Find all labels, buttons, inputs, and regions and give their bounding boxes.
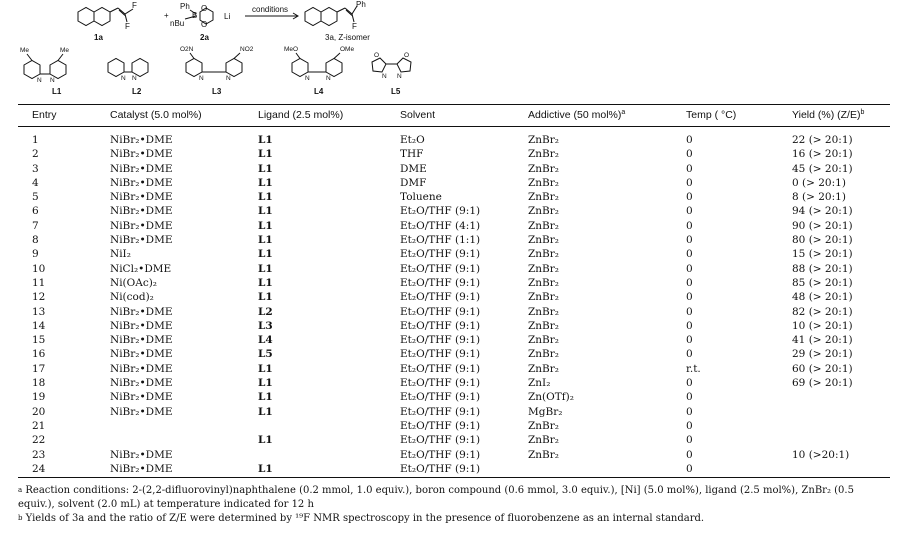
atom-F-1: F [132, 1, 137, 10]
cell-entry: 17 [32, 362, 46, 375]
atom-Ph: Ph [180, 2, 190, 11]
L4-atom-N-left: N [305, 75, 310, 82]
cell-catalyst: NiI₂ [110, 248, 131, 261]
cell-catalyst: NiBr₂•DME [110, 176, 173, 189]
table-row [0, 333, 905, 347]
cell-solvent: Et₂O [400, 134, 425, 146]
cell-solvent: Et₂O/THF (9:1) [400, 291, 481, 304]
table-top-rule [18, 104, 890, 105]
atom-nBu: nBu [170, 19, 185, 28]
L4-ring-left [292, 59, 308, 77]
cell-catalyst: Ni(cod)₂ [110, 291, 154, 304]
cell-ligand: L1 [258, 219, 273, 232]
L3-ring-left [186, 59, 202, 77]
cell-entry: 5 [32, 191, 39, 204]
cell-ligand: L2 [258, 305, 273, 318]
cell-entry: 23 [32, 448, 46, 461]
cell-temp: 0 [686, 276, 693, 289]
header-yield [792, 109, 864, 121]
cell-temp: 0 [686, 191, 693, 204]
cell-ligand: L1 [258, 176, 273, 189]
cell-solvent: Et₂O/THF (9:1) [400, 348, 481, 361]
ligand-label-L1: L1 [52, 87, 62, 96]
L2-atom-N-right: N [132, 75, 137, 82]
cell-additive: ZnBr₂ [528, 362, 560, 375]
cell-temp: 0 [686, 134, 693, 146]
reaction-scheme [0, 0, 905, 102]
cell-solvent: Et₂O/THF (9:1) [400, 205, 481, 218]
cell-temp: 0 [686, 162, 693, 175]
cell-yield: 45 (> 20:1) [792, 162, 853, 175]
cell-yield: 0 (> 20:1) [792, 176, 846, 189]
cell-catalyst: NiBr₂•DME [110, 362, 173, 375]
cell-additive: ZnBr₂ [528, 276, 560, 289]
table-row [0, 462, 905, 476]
cell-entry: 22 [32, 434, 46, 447]
cell-solvent: Et₂O/THF (4:1) [400, 219, 481, 232]
table-row [0, 233, 905, 247]
cell-solvent: Et₂O/THF (1:1) [400, 234, 481, 247]
cell-additive: ZnBr₂ [528, 176, 560, 189]
table-row [0, 433, 905, 447]
cell-catalyst: NiBr₂•DME [110, 334, 173, 347]
cell-ligand: L1 [258, 276, 273, 289]
cell-additive: ZnBr₂ [528, 319, 560, 332]
cell-entry: 9 [32, 248, 39, 261]
cell-ligand: L1 [258, 462, 273, 475]
cell-ligand: L1 [258, 205, 273, 218]
cell-temp: 0 [686, 462, 693, 475]
cell-solvent: Et₂O/THF (9:1) [400, 434, 481, 447]
L2-atom-N-left: N [121, 75, 126, 82]
L4-ring-right [326, 59, 342, 77]
atom-Ph-product: Ph [356, 0, 366, 9]
cell-solvent: Et₂O/THF (9:1) [400, 462, 481, 475]
cell-yield: 69 (> 20:1) [792, 377, 853, 390]
cell-solvent: Toluene [400, 191, 442, 204]
cell-entry: 2 [32, 148, 39, 161]
table-row [0, 147, 905, 161]
cell-yield: 82 (> 20:1) [792, 305, 853, 318]
cell-additive: ZnBr₂ [528, 348, 560, 361]
cell-catalyst: NiBr₂•DME [110, 148, 173, 161]
cell-ligand: L1 [258, 434, 273, 447]
table-row [0, 176, 905, 190]
atom-Li: Li [224, 12, 231, 21]
atom-O-2: O [201, 20, 208, 29]
header-temp: Temp ( °C) [686, 109, 737, 121]
cell-additive: ZnBr₂ [528, 219, 560, 232]
cell-additive: ZnBr₂ [528, 191, 560, 204]
cell-entry: 6 [32, 205, 39, 218]
cell-entry: 24 [32, 462, 46, 475]
cell-ligand: L1 [258, 134, 273, 146]
table-bottom-rule [18, 477, 890, 478]
ligand-label-L5: L5 [391, 87, 401, 96]
table-row [0, 204, 905, 218]
cell-catalyst: NiBr₂•DME [110, 134, 173, 146]
L1-atom-Me-left: Me [20, 47, 30, 54]
cell-entry: 20 [32, 405, 46, 418]
L1-atom-N-right: N [50, 77, 55, 84]
cell-ligand: L1 [258, 291, 273, 304]
cell-temp: 0 [686, 405, 693, 418]
cell-ligand: L5 [258, 348, 273, 361]
cell-additive: ZnI₂ [528, 377, 551, 390]
cell-solvent: Et₂O/THF (9:1) [400, 319, 481, 332]
cell-entry: 3 [32, 162, 39, 175]
cell-temp: 0 [686, 448, 693, 461]
cell-temp: 0 [686, 234, 693, 247]
table-header-rule [18, 126, 890, 127]
cell-temp: 0 [686, 305, 693, 318]
L5-atom-O-left: O [374, 52, 380, 59]
table-row [0, 247, 905, 261]
cell-yield: 22 (> 20:1) [792, 134, 853, 146]
cell-yield: 80 (> 20:1) [792, 234, 853, 247]
cell-catalyst: NiBr₂•DME [110, 319, 173, 332]
cell-temp: 0 [686, 262, 693, 275]
cell-solvent: Et₂O/THF (9:1) [400, 405, 481, 418]
cell-ligand: L1 [258, 248, 273, 261]
cell-additive: ZnBr₂ [528, 434, 560, 447]
header-yield-footnote-mark: b [860, 109, 865, 116]
cell-catalyst: NiBr₂•DME [110, 391, 173, 404]
cell-additive: ZnBr₂ [528, 419, 560, 432]
L3-atom-N-right: N [226, 75, 231, 82]
L4-atom-OMe: OMe [340, 46, 355, 53]
cell-ligand: L1 [258, 262, 273, 275]
L5-atom-N-right: N [397, 73, 402, 80]
cell-additive: ZnBr₂ [528, 248, 560, 261]
cell-additive: ZnBr₂ [528, 448, 560, 461]
cell-temp: 0 [686, 248, 693, 261]
cell-entry: 15 [32, 334, 46, 347]
cell-entry: 7 [32, 219, 39, 232]
cell-yield: 60 (> 20:1) [792, 362, 853, 375]
cell-entry: 16 [32, 348, 46, 361]
L3-atom-NO2: NO2 [240, 46, 254, 53]
cell-solvent: Et₂O/THF (9:1) [400, 334, 481, 347]
header-yield-text: Yield (%) (Z/E) [792, 109, 861, 121]
L2-ring-left [108, 59, 124, 77]
L1-ring-right [50, 61, 66, 79]
reagent-2-label: 2a [200, 33, 209, 42]
cell-solvent: Et₂O/THF (9:1) [400, 248, 481, 261]
cell-catalyst: NiBr₂•DME [110, 234, 173, 247]
cell-entry: 13 [32, 305, 46, 318]
cell-entry: 19 [32, 391, 46, 404]
L4-atom-N-right: N [326, 75, 331, 82]
header-ligand: Ligand (2.5 mol%) [258, 109, 344, 121]
cell-additive: ZnBr₂ [528, 334, 560, 347]
cell-catalyst: NiBr₂•DME [110, 405, 173, 418]
product-label: 3a, Z-isomer [325, 33, 370, 42]
cell-solvent: DMF [400, 176, 427, 189]
cell-catalyst: Ni(OAc)₂ [110, 276, 158, 289]
cell-additive: ZnBr₂ [528, 234, 560, 247]
cell-temp: r.t. [686, 362, 701, 375]
cell-yield: 8 (> 20:1) [792, 191, 846, 204]
L1-ring-left [24, 61, 40, 79]
header-solvent: Solvent [400, 109, 436, 121]
reagent-1-label: 1a [94, 33, 103, 42]
L4-atom-MeO: MeO [284, 46, 299, 53]
table-row [0, 419, 905, 433]
cell-catalyst: NiBr₂•DME [110, 462, 173, 475]
cell-temp: 0 [686, 176, 693, 189]
cell-temp: 0 [686, 219, 693, 232]
cell-ligand: L1 [258, 148, 273, 161]
cell-catalyst: NiBr₂•DME [110, 205, 173, 218]
table-row [0, 190, 905, 204]
cell-solvent: Et₂O/THF (9:1) [400, 448, 481, 461]
cell-entry: 21 [32, 419, 46, 432]
cell-entry: 14 [32, 319, 46, 332]
cell-catalyst: NiBr₂•DME [110, 448, 173, 461]
header-additive-text: Addictive (50 mol%) [528, 109, 622, 121]
scheme-drawing [0, 0, 905, 102]
L3-ring-right [226, 59, 242, 77]
L5-atom-N-left: N [382, 73, 387, 80]
table-row [0, 405, 905, 419]
table-row [0, 262, 905, 276]
naphthalene-ring-a [78, 8, 94, 26]
cell-ligand: L3 [258, 319, 273, 332]
cell-yield: 16 (> 20:1) [792, 148, 853, 161]
cell-entry: 8 [32, 234, 39, 247]
table-row [0, 219, 905, 233]
cell-temp: 0 [686, 291, 693, 304]
cell-additive: ZnBr₂ [528, 205, 560, 218]
L5-ring-left [372, 58, 386, 72]
L3-atom-N-left: N [199, 75, 204, 82]
cell-solvent: THF [400, 148, 424, 161]
cell-yield: 94 (> 20:1) [792, 205, 853, 218]
cell-entry: 1 [32, 134, 39, 146]
cell-solvent: Et₂O/THF (9:1) [400, 362, 481, 375]
cell-entry: 12 [32, 291, 46, 304]
product-ring-a [305, 8, 321, 26]
cell-yield: 90 (> 20:1) [792, 219, 853, 232]
cell-additive: ZnBr₂ [528, 305, 560, 318]
cell-ligand: L1 [258, 162, 273, 175]
cell-solvent: Et₂O/THF (9:1) [400, 305, 481, 318]
cell-yield: 29 (> 20:1) [792, 348, 853, 361]
L2-ring-right [132, 59, 148, 77]
cell-entry: 18 [32, 377, 46, 390]
cell-solvent: DME [400, 162, 427, 175]
footnote-a [18, 484, 890, 512]
arrow-label: conditions [252, 5, 289, 14]
cell-yield: 85 (> 20:1) [792, 276, 853, 289]
table-row [0, 347, 905, 361]
cell-ligand: L1 [258, 362, 273, 375]
cell-yield: 41 (> 20:1) [792, 334, 853, 347]
table-body [0, 133, 905, 476]
cell-temp: 0 [686, 319, 693, 332]
cell-additive: ZnBr₂ [528, 148, 560, 161]
ligand-label-L2: L2 [132, 87, 142, 96]
table-row [0, 133, 905, 147]
L3-atom-O2N: O2N [180, 46, 194, 53]
cell-solvent: Et₂O/THF (9:1) [400, 262, 481, 275]
cell-additive: Zn(OTf)₂ [528, 391, 574, 404]
naphthalene-ring-b [94, 8, 110, 26]
cell-temp: 0 [686, 434, 693, 447]
ligand-label-L3: L3 [212, 87, 222, 96]
cell-yield: 10 (> 20:1) [792, 319, 853, 332]
table-row [0, 276, 905, 290]
cell-yield: 48 (> 20:1) [792, 291, 853, 304]
cell-catalyst: NiCl₂•DME [110, 262, 172, 275]
plus-sign: + [164, 11, 169, 20]
table-row [0, 319, 905, 333]
header-entry: Entry [32, 109, 57, 121]
cell-yield: 88 (> 20:1) [792, 262, 853, 275]
cell-additive: ZnBr₂ [528, 162, 560, 175]
table-row [0, 390, 905, 404]
cell-ligand: L1 [258, 405, 273, 418]
cell-solvent: Et₂O/THF (9:1) [400, 391, 481, 404]
cell-ligand: L1 [258, 234, 273, 247]
cell-temp: 0 [686, 148, 693, 161]
cell-temp: 0 [686, 419, 693, 432]
table-row [0, 305, 905, 319]
table-row [0, 448, 905, 462]
cell-ligand: L1 [258, 191, 273, 204]
product-ring-b [321, 8, 337, 26]
cell-ligand: L1 [258, 377, 273, 390]
footnote-b [18, 512, 890, 526]
header-additive [528, 109, 625, 121]
table-row [0, 290, 905, 304]
table-row [0, 162, 905, 176]
atom-O-1: O [201, 4, 208, 13]
cell-additive: ZnBr₂ [528, 291, 560, 304]
cell-solvent: Et₂O/THF (9:1) [400, 377, 481, 390]
cell-solvent: Et₂O/THF (9:1) [400, 419, 481, 432]
cell-yield: 10 (>20:1) [792, 448, 850, 461]
cell-ligand: L4 [258, 334, 273, 347]
cell-temp: 0 [686, 377, 693, 390]
table-row [0, 362, 905, 376]
cell-entry: 10 [32, 262, 46, 275]
L1-atom-Me-right: Me [60, 47, 70, 54]
cell-yield: 15 (> 20:1) [792, 248, 853, 261]
atom-F-product: F [352, 22, 357, 31]
header-catalyst: Catalyst (5.0 mol%) [110, 109, 202, 121]
atom-F-2: F [125, 22, 130, 31]
footnote-b-mark: b [18, 514, 23, 522]
header-additive-footnote-mark: a [621, 109, 626, 116]
L1-atom-N-left: N [37, 77, 42, 84]
cell-entry: 11 [32, 276, 46, 289]
cell-catalyst: NiBr₂•DME [110, 191, 173, 204]
cell-additive: ZnBr₂ [528, 134, 560, 146]
L5-ring-right [397, 58, 411, 72]
L5-atom-O-right: O [404, 52, 410, 59]
cell-entry: 4 [32, 176, 39, 189]
ligand-label-L4: L4 [314, 87, 324, 96]
cell-catalyst: NiBr₂•DME [110, 348, 173, 361]
cell-catalyst: NiBr₂•DME [110, 162, 173, 175]
table-row [0, 376, 905, 390]
footnote-b-text: Yields of 3a and the ratio of Z/E were determined by ¹⁹F NMR spectroscopy in the presence of fluorobenzene as an internal standard. [25, 513, 705, 524]
footnote-a-mark: a [18, 486, 23, 494]
cell-catalyst: NiBr₂•DME [110, 377, 173, 390]
cell-additive: ZnBr₂ [528, 262, 560, 275]
cell-temp: 0 [686, 348, 693, 361]
cell-temp: 0 [686, 205, 693, 218]
footnote-a-text: Reaction conditions: 2-(2,2-difluorovinyl)naphthalene (0.2 mmol, 1.0 equiv.), boron compound (0.6 mmol, 3.0 equiv.), [Ni] (5.0 mol%), ligand (2.5 mol%), ZnBr₂ (0.5 equiv.), solvent (2.0 mL) at temperature indicated for 12 h [18, 485, 854, 510]
cell-solvent: Et₂O/THF (9:1) [400, 276, 481, 289]
cell-temp: 0 [686, 391, 693, 404]
cell-temp: 0 [686, 334, 693, 347]
cell-ligand: L1 [258, 391, 273, 404]
cell-catalyst: NiBr₂•DME [110, 219, 173, 232]
cell-catalyst: NiBr₂•DME [110, 305, 173, 318]
table-header [0, 109, 905, 124]
cell-additive: MgBr₂ [528, 405, 563, 418]
atom-B: B [192, 11, 198, 20]
